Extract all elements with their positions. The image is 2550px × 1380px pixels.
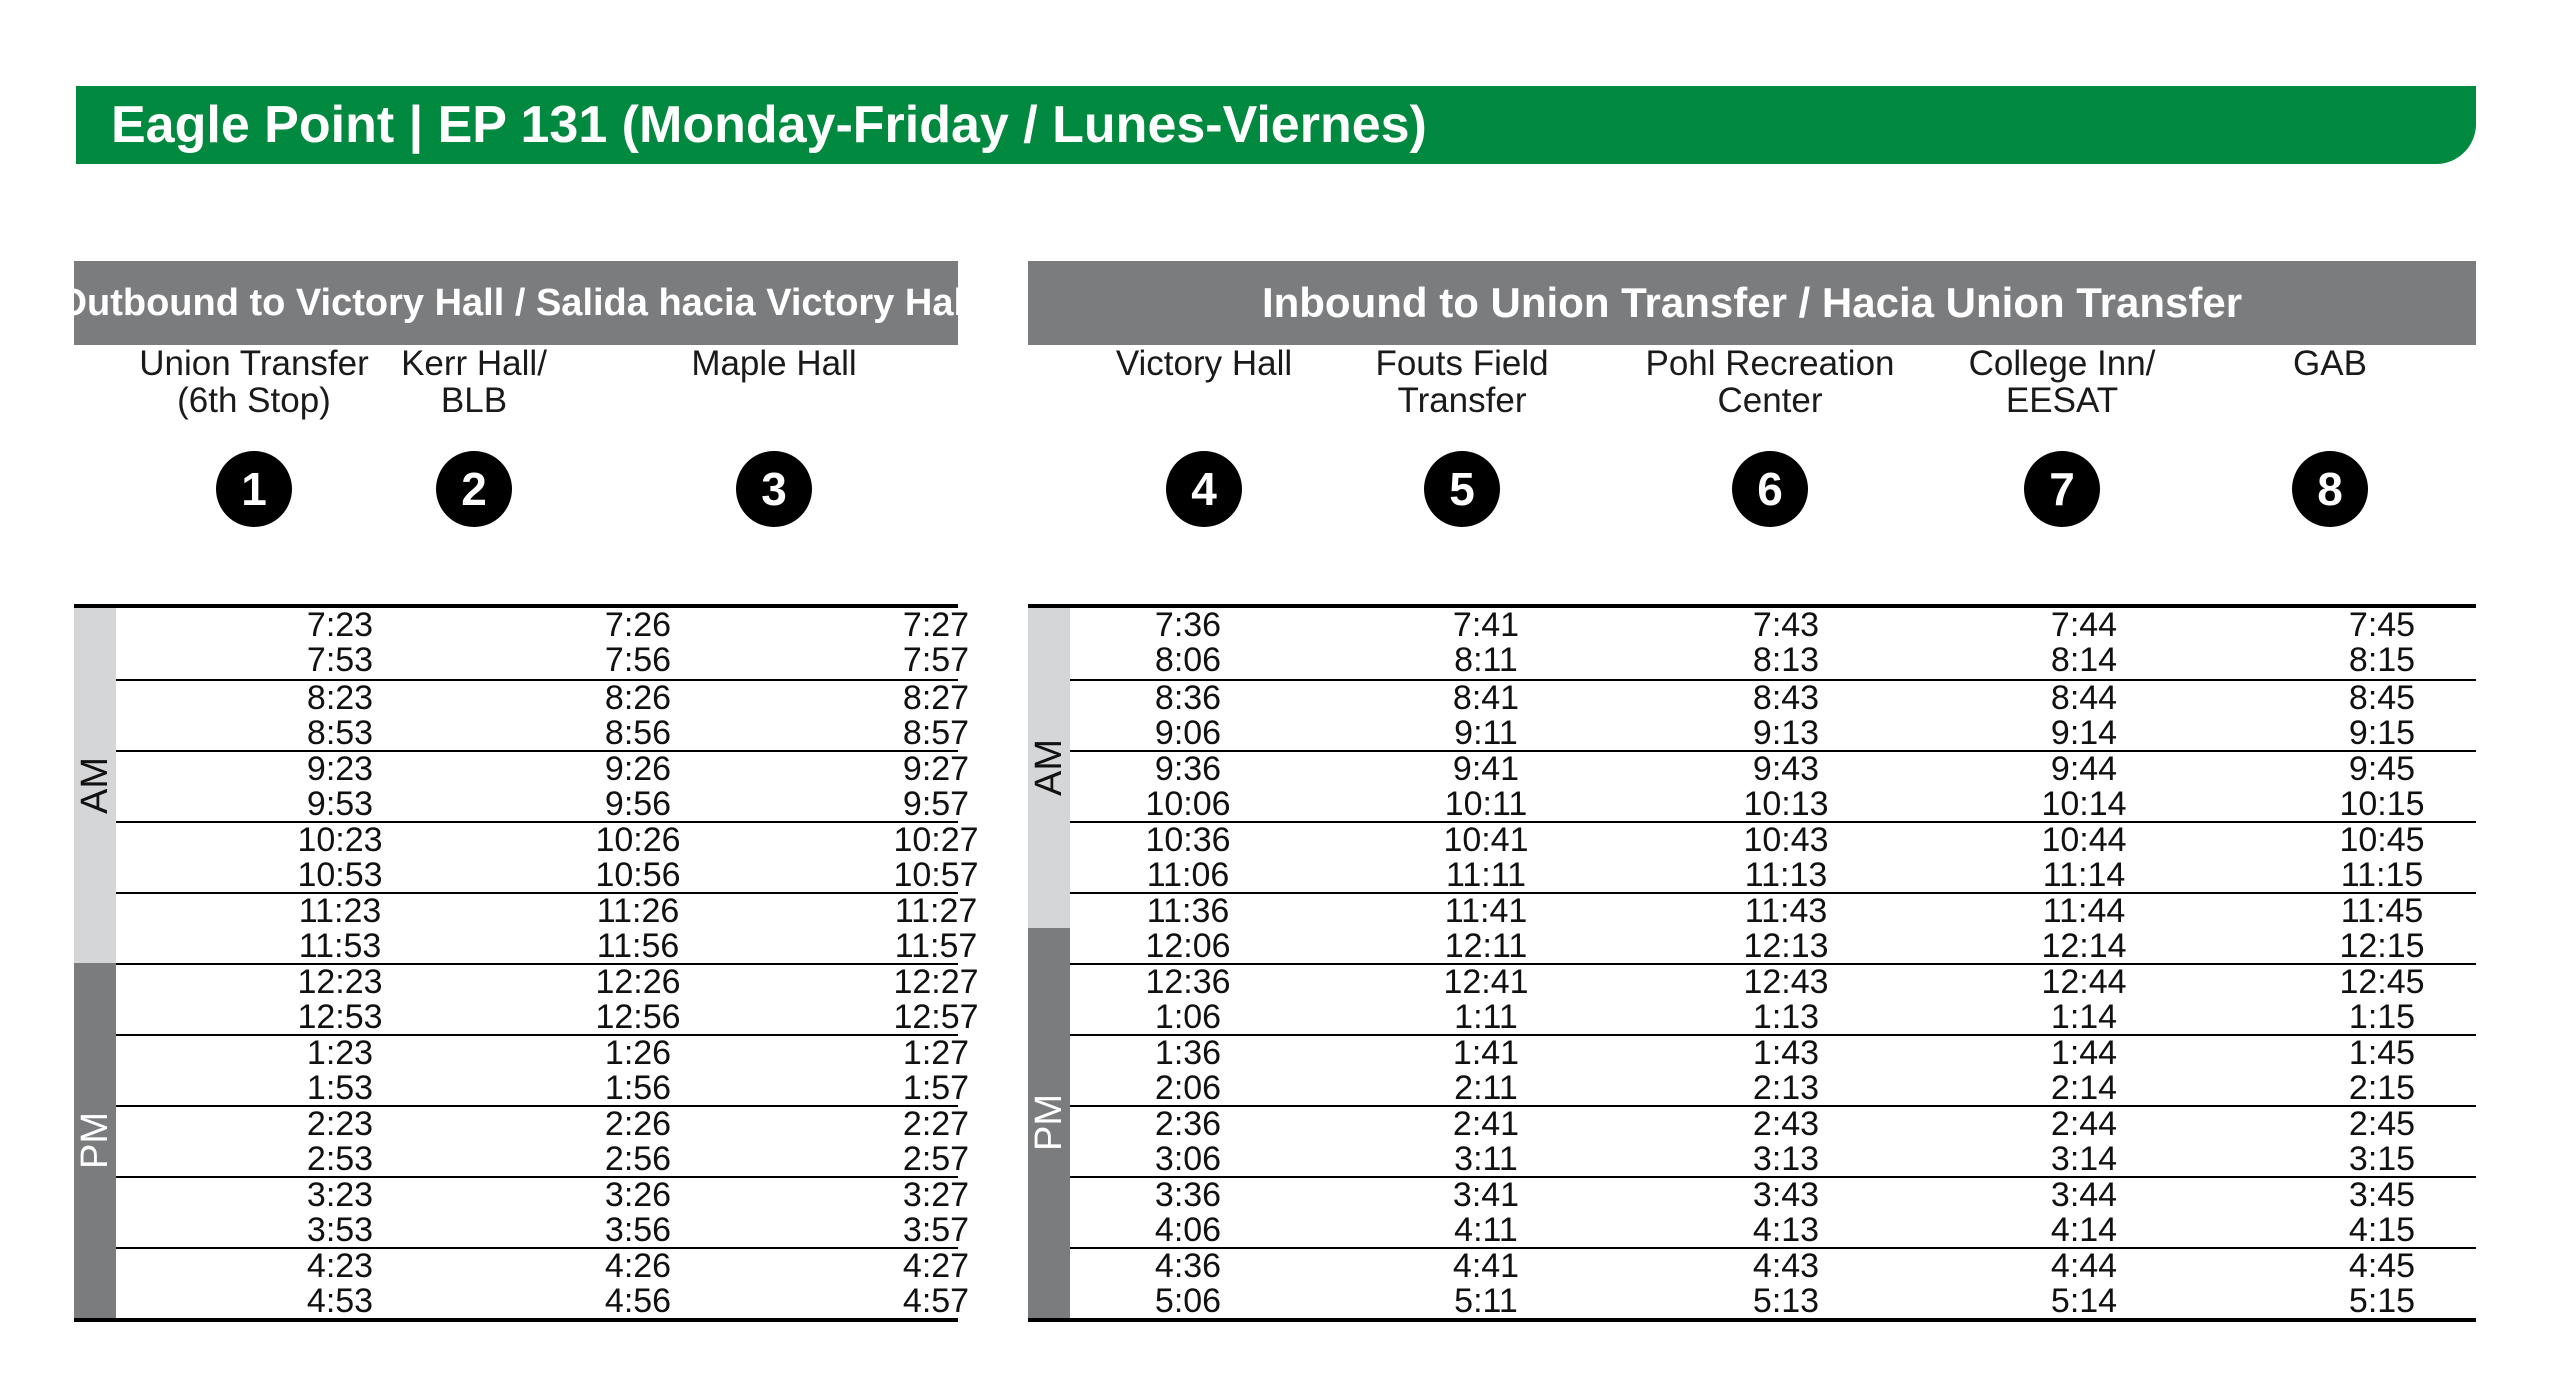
time-cell: 8:13: [1752, 641, 1820, 679]
time-cell: 3:43: [1752, 1176, 1820, 1214]
time-cell: 4:45: [2348, 1247, 2416, 1285]
table-row-group: [116, 1105, 970, 1178]
stop-fouts-field: [1302, 344, 1622, 515]
time-cell: 11:26: [596, 892, 680, 930]
table-row: [1070, 929, 2476, 964]
stop-number-badge: 3: [736, 451, 812, 527]
time-cell: 10:14: [2041, 785, 2127, 823]
time-cell: 1:56: [604, 1069, 672, 1107]
table-row-group: [116, 1247, 970, 1320]
inbound-rows: [1070, 608, 2476, 1318]
table-row-group: [116, 750, 970, 823]
table-row: [116, 641, 970, 679]
time-cell: 8:53: [306, 714, 374, 752]
table-row-group: [1070, 892, 2476, 963]
time-cell: 8:14: [2050, 641, 2118, 679]
time-cell: 12:11: [1444, 927, 1528, 965]
table-row: [1070, 1036, 2476, 1071]
table-row: [116, 750, 970, 788]
time-cell: 7:27: [902, 606, 970, 644]
time-cell: 10:23: [297, 821, 383, 859]
table-row-group: [1070, 1247, 2476, 1318]
stop-number-badge: 6: [1732, 451, 1808, 527]
time-cell: 11:56: [596, 927, 680, 965]
table-row: [116, 1140, 970, 1178]
time-cell: 1:23: [306, 1034, 374, 1072]
time-cell: 12:44: [2041, 963, 2127, 1001]
time-cell: 11:13: [1744, 856, 1828, 894]
time-cell: 8:43: [1752, 679, 1820, 717]
time-cell: 12:45: [2339, 963, 2425, 1001]
time-cell: 2:14: [2050, 1069, 2118, 1107]
time-cell: 2:41: [1452, 1105, 1520, 1143]
outbound-timetable: [73, 604, 979, 1322]
time-cell: 7:43: [1752, 606, 1820, 644]
time-cell: 8:56: [604, 714, 672, 752]
table-row: [116, 998, 979, 1036]
time-cell: 10:56: [595, 856, 681, 894]
outbound-panel: [57, 261, 979, 1322]
time-cell: 10:27: [893, 821, 979, 859]
time-cell: 12:41: [1443, 963, 1529, 1001]
table-row: [116, 785, 970, 823]
time-cell: 7:36: [1154, 606, 1222, 644]
stop-number-badge: 5: [1424, 451, 1500, 527]
time-cell: 11:53: [298, 927, 382, 965]
time-cell: 2:53: [306, 1140, 374, 1178]
time-cell: 1:26: [604, 1034, 672, 1072]
time-cell: 5:11: [1454, 1282, 1518, 1320]
time-cell: 12:57: [893, 998, 979, 1036]
time-cell: 3:53: [306, 1211, 374, 1249]
table-row-group: [116, 1034, 970, 1107]
table-row-group: [1070, 608, 2476, 679]
table-row: [116, 1247, 970, 1285]
time-cell: 2:26: [604, 1105, 672, 1143]
time-cell: 9:36: [1154, 750, 1222, 788]
table-row-group: [116, 892, 978, 965]
time-cell: 11:41: [1444, 892, 1528, 930]
table-row: [1070, 1071, 2476, 1106]
time-cell: 4:06: [1154, 1211, 1222, 1249]
time-cell: 3:57: [902, 1211, 970, 1249]
table-row: [1070, 1178, 2476, 1213]
time-cell: 8:44: [2050, 679, 2118, 717]
time-cell: 10:57: [893, 856, 979, 894]
time-cell: 7:45: [2348, 606, 2416, 644]
pm-band: PM: [74, 963, 116, 1318]
stop-number-badge: 2: [436, 451, 512, 527]
time-cell: 12:36: [1145, 963, 1231, 1001]
time-cell: 5:14: [2050, 1282, 2118, 1320]
table-row: [1070, 752, 2476, 787]
time-cell: 4:27: [902, 1247, 970, 1285]
inbound-stops: [1028, 345, 2476, 604]
time-cell: 3:06: [1154, 1140, 1222, 1178]
time-cell: 2:57: [902, 1140, 970, 1178]
time-cell: 7:44: [2050, 606, 2118, 644]
time-cell: 3:15: [2348, 1140, 2416, 1178]
table-row: [1070, 1142, 2476, 1177]
am-band: AM: [74, 608, 116, 963]
stop-name: Pohl Recreation Center: [1645, 344, 1895, 420]
stop-kerr-hall: [304, 344, 644, 515]
time-cell: 10:41: [1443, 821, 1529, 859]
time-cell: 3:23: [306, 1176, 374, 1214]
stop-name: College Inn/ EESAT: [1968, 344, 2156, 420]
outbound-rows: [116, 606, 979, 1320]
stop-pohl-recreation: [1600, 344, 1940, 515]
table-row: [1070, 1249, 2476, 1284]
time-cell: 3:26: [604, 1176, 672, 1214]
time-cell: 9:45: [2348, 750, 2416, 788]
table-row: [116, 1176, 970, 1214]
time-cell: 9:13: [1752, 714, 1820, 752]
time-cell: 12:14: [2041, 927, 2127, 965]
time-cell: 1:44: [2050, 1034, 2118, 1072]
time-cell: 10:15: [2339, 785, 2425, 823]
time-cell: 10:44: [2041, 821, 2127, 859]
route-title: Eagle Point | EP 131 (Monday-Friday / Lunes-Viernes): [111, 96, 1427, 154]
time-cell: 4:15: [2348, 1211, 2416, 1249]
time-cell: 4:26: [604, 1247, 672, 1285]
table-row: [1070, 716, 2476, 751]
table-row: [116, 927, 978, 965]
stop-gab: [2160, 344, 2500, 515]
time-cell: 1:11: [1454, 998, 1518, 1036]
time-cell: 11:57: [894, 927, 978, 965]
time-cell: 8:57: [902, 714, 970, 752]
table-row: [116, 856, 979, 894]
time-cell: 2:36: [1154, 1105, 1222, 1143]
time-cell: 10:43: [1743, 821, 1829, 859]
time-cell: 2:11: [1454, 1069, 1518, 1107]
time-cell: 7:57: [902, 641, 970, 679]
stop-name: Victory Hall: [1115, 344, 1293, 383]
table-row-group: [1070, 1176, 2476, 1247]
time-cell: 11:15: [2340, 856, 2424, 894]
table-row: [1070, 965, 2476, 1000]
table-row: [1070, 608, 2476, 643]
time-cell: 5:13: [1752, 1282, 1820, 1320]
time-cell: 8:36: [1154, 679, 1222, 717]
time-cell: 2:27: [902, 1105, 970, 1143]
table-row: [1070, 1107, 2476, 1142]
time-cell: 9:14: [2050, 714, 2118, 752]
time-cell: 9:06: [1154, 714, 1222, 752]
time-cell: 9:41: [1452, 750, 1520, 788]
time-cell: 8:26: [604, 679, 672, 717]
time-cell: 1:53: [306, 1069, 374, 1107]
time-cell: 9:27: [902, 750, 970, 788]
time-cell: 10:36: [1145, 821, 1231, 859]
time-cell: 7:41: [1452, 606, 1520, 644]
time-cell: 9:43: [1752, 750, 1820, 788]
time-cell: 11:23: [298, 892, 382, 930]
time-cell: 1:36: [1154, 1034, 1222, 1072]
time-cell: 9:57: [902, 785, 970, 823]
time-cell: 8:23: [306, 679, 374, 717]
table-row: [116, 1105, 970, 1143]
time-cell: 3:56: [604, 1211, 672, 1249]
time-cell: 1:06: [1154, 998, 1222, 1036]
table-row: [116, 963, 979, 1001]
stop-name: GAB: [2293, 344, 2367, 383]
table-row-group: [116, 606, 970, 679]
table-row: [1070, 1284, 2476, 1319]
time-cell: 4:43: [1752, 1247, 1820, 1285]
time-cell: 11:44: [2042, 892, 2126, 930]
time-cell: 8:27: [902, 679, 970, 717]
time-cell: 8:45: [2348, 679, 2416, 717]
time-cell: 4:57: [902, 1282, 970, 1320]
time-cell: 12:26: [595, 963, 681, 1001]
time-cell: 3:13: [1752, 1140, 1820, 1178]
table-row-group: [116, 1176, 970, 1249]
time-cell: 8:15: [2348, 641, 2416, 679]
time-cell: 2:06: [1154, 1069, 1222, 1107]
time-cell: 11:45: [2340, 892, 2424, 930]
time-cell: 4:56: [604, 1282, 672, 1320]
table-row: [1070, 643, 2476, 678]
table-row: [1070, 894, 2476, 929]
time-cell: 2:13: [1752, 1069, 1820, 1107]
time-cell: 9:56: [604, 785, 672, 823]
time-cell: 1:14: [2050, 998, 2118, 1036]
time-cell: 1:15: [2348, 998, 2416, 1036]
table-row-group: [1070, 750, 2476, 821]
stop-number-badge: 8: [2292, 451, 2368, 527]
time-cell: 1:43: [1752, 1034, 1820, 1072]
time-cell: 10:26: [595, 821, 681, 859]
time-cell: 4:11: [1454, 1211, 1518, 1249]
time-cell: 9:53: [306, 785, 374, 823]
time-cell: 7:53: [306, 641, 374, 679]
time-cell: 12:27: [893, 963, 979, 1001]
table-row: [116, 1069, 970, 1107]
stop-number-badge: 7: [2024, 451, 2100, 527]
time-cell: 2:15: [2348, 1069, 2416, 1107]
inbound-panel: [1028, 261, 2476, 1322]
time-cell: 11:36: [1146, 892, 1230, 930]
time-cell: 3:45: [2348, 1176, 2416, 1214]
time-cell: 10:11: [1444, 785, 1528, 823]
time-cell: 12:53: [297, 998, 383, 1036]
table-row: [1070, 858, 2476, 893]
time-cell: 5:06: [1154, 1282, 1222, 1320]
time-cell: 7:56: [604, 641, 672, 679]
inbound-timetable: [1028, 604, 2476, 1322]
time-cell: 4:14: [2050, 1211, 2118, 1249]
table-row: [116, 714, 970, 752]
inbound-header: Inbound to Union Transfer / Hacia Union Transfer: [1028, 261, 2476, 345]
time-cell: 3:36: [1154, 1176, 1222, 1214]
table-row: [1070, 823, 2476, 858]
time-cell: 2:45: [2348, 1105, 2416, 1143]
table-row-group: [116, 821, 979, 894]
time-cell: 4:23: [306, 1247, 374, 1285]
time-cell: 5:15: [2348, 1282, 2416, 1320]
time-cell: 3:44: [2050, 1176, 2118, 1214]
time-cell: 3:27: [902, 1176, 970, 1214]
time-cell: 1:13: [1752, 998, 1820, 1036]
time-cell: 1:41: [1452, 1034, 1520, 1072]
time-cell: 11:14: [2042, 856, 2126, 894]
stop-name: Fouts Field Transfer: [1375, 344, 1549, 420]
stop-name: Kerr Hall/ BLB: [401, 344, 547, 420]
time-cell: 4:41: [1452, 1247, 1520, 1285]
table-row: [1070, 681, 2476, 716]
time-cell: 1:27: [902, 1034, 970, 1072]
time-cell: 9:23: [306, 750, 374, 788]
time-cell: 4:53: [306, 1282, 374, 1320]
route-banner: [76, 86, 2476, 164]
table-row: [116, 1034, 970, 1072]
time-cell: 8:41: [1452, 679, 1520, 717]
stop-name: Union Transfer (6th Stop): [139, 344, 369, 420]
time-cell: 2:56: [604, 1140, 672, 1178]
time-cell: 2:23: [306, 1105, 374, 1143]
stop-number-badge: 4: [1166, 451, 1242, 527]
time-cell: 12:06: [1145, 927, 1231, 965]
time-cell: 4:44: [2050, 1247, 2118, 1285]
table-row-group: [116, 679, 970, 752]
time-cell: 2:43: [1752, 1105, 1820, 1143]
time-cell: 8:06: [1154, 641, 1222, 679]
time-cell: 2:44: [2050, 1105, 2118, 1143]
stop-number-badge: 1: [216, 451, 292, 527]
table-row: [116, 1211, 970, 1249]
time-cell: 4:13: [1752, 1211, 1820, 1249]
time-cell: 10:13: [1743, 785, 1829, 823]
table-row: [1070, 1213, 2476, 1248]
stop-maple-hall: [604, 344, 944, 515]
time-cell: 7:26: [604, 606, 672, 644]
table-row: [116, 679, 970, 717]
time-cell: 4:36: [1154, 1247, 1222, 1285]
table-row: [1070, 1000, 2476, 1035]
time-cell: 1:45: [2348, 1034, 2416, 1072]
table-row-group: [1070, 1105, 2476, 1176]
table-row-group: [1070, 963, 2476, 1034]
time-cell: 11:11: [1445, 856, 1527, 894]
am-band: AM: [1028, 608, 1070, 928]
time-cell: 12:23: [297, 963, 383, 1001]
table-row: [116, 606, 970, 644]
time-cell: 12:43: [1743, 963, 1829, 1001]
time-cell: 9:15: [2348, 714, 2416, 752]
table-row: [116, 821, 979, 859]
table-row: [116, 1282, 970, 1320]
table-row: [116, 892, 978, 930]
time-cell: 3:41: [1452, 1176, 1520, 1214]
table-row: [1070, 787, 2476, 822]
time-cell: 11:06: [1146, 856, 1230, 894]
outbound-stops: [74, 345, 958, 604]
time-cell: 12:13: [1743, 927, 1829, 965]
time-cell: 12:56: [595, 998, 681, 1036]
time-cell: 10:53: [297, 856, 383, 894]
time-cell: 8:11: [1454, 641, 1518, 679]
time-cell: 7:23: [306, 606, 374, 644]
time-cell: 9:11: [1454, 714, 1518, 752]
time-cell: 9:44: [2050, 750, 2118, 788]
time-cell: 12:15: [2339, 927, 2425, 965]
time-cell: 9:26: [604, 750, 672, 788]
outbound-header: Outbound to Victory Hall / Salida hacia Victory Hall: [74, 261, 958, 345]
time-cell: 10:06: [1145, 785, 1231, 823]
time-cell: 1:57: [902, 1069, 970, 1107]
time-cell: 10:45: [2339, 821, 2425, 859]
time-cell: 11:27: [894, 892, 978, 930]
table-row-group: [1070, 1034, 2476, 1105]
table-row-group: [1070, 821, 2476, 892]
pm-band: PM: [1028, 928, 1070, 1319]
time-cell: 3:14: [2050, 1140, 2118, 1178]
time-cell: 11:43: [1744, 892, 1828, 930]
time-cell: 3:11: [1454, 1140, 1518, 1178]
stop-name: Maple Hall: [691, 344, 857, 383]
table-row-group: [116, 963, 979, 1036]
table-row-group: [1070, 679, 2476, 750]
